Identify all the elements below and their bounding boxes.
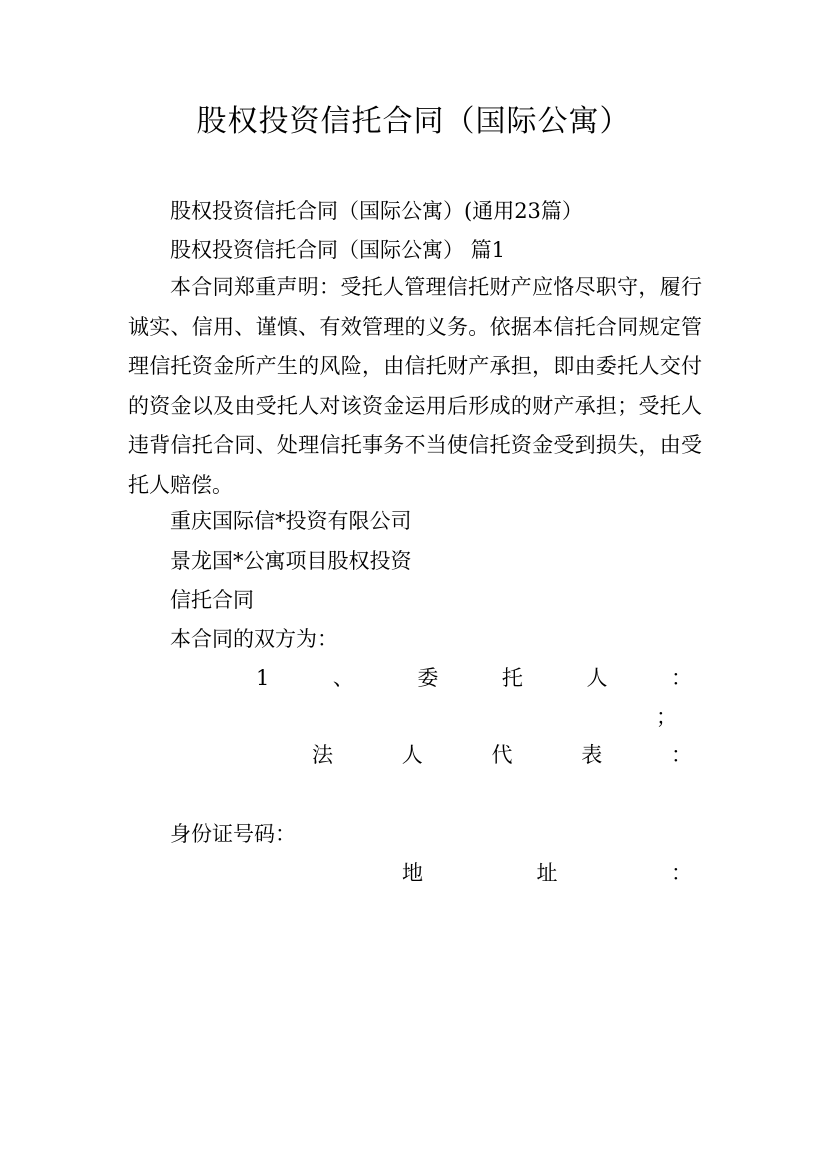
part-heading: 股权投资信托合同（国际公寓） 篇1 bbox=[170, 238, 506, 262]
legal-rep-char: 代 bbox=[491, 743, 513, 767]
declaration-paragraph: 本合同郑重声明：受托人管理信托财产应恪尽职守，履行诚实、信用、谨慎、有效管理的义务。依据本信托合同规定管理信托资金所产生的风险，由信托财产承担，即由委托人交付的资金以及由受托人对该资金运用后形成的财产承担；受托人违背信托合同、处理信托事务不当使信托资金受到损失，由受托人赔偿。 bbox=[128, 275, 702, 497]
entrustor-char: 人 bbox=[586, 666, 608, 690]
address-char: 址 bbox=[536, 861, 558, 885]
project-name: 景龙国*公寓项目股权投资 bbox=[170, 549, 412, 573]
id-number-label: 身份证号码： bbox=[170, 822, 296, 846]
entrustor-char: 委 bbox=[417, 666, 439, 690]
subtitle-line: 股权投资信托合同（国际公寓）(通用23篇） bbox=[170, 199, 583, 223]
entrustor-char: ： bbox=[670, 666, 692, 690]
entrustor-field bbox=[256, 663, 692, 693]
address-char: 地 bbox=[402, 861, 423, 885]
legal-representative-field bbox=[312, 740, 692, 770]
entrustor-char: 、 bbox=[332, 666, 354, 690]
entrustor-semicolon: ； bbox=[656, 705, 677, 729]
company-name: 重庆国际信*投资有限公司 bbox=[170, 509, 412, 533]
legal-rep-char: 人 bbox=[401, 743, 423, 767]
legal-rep-char: 法 bbox=[312, 743, 333, 767]
address-field bbox=[402, 858, 692, 888]
parties-intro: 本合同的双方为： bbox=[170, 627, 338, 651]
entrustor-char: 托 bbox=[501, 666, 523, 690]
legal-rep-char: 表 bbox=[581, 743, 603, 767]
contract-label: 信托合同 bbox=[170, 588, 254, 612]
legal-rep-char: ： bbox=[671, 743, 692, 767]
document-title: 股权投资信托合同（国际公寓） bbox=[196, 104, 631, 139]
address-char: ： bbox=[671, 861, 692, 885]
entrustor-char: 1 bbox=[256, 666, 270, 690]
